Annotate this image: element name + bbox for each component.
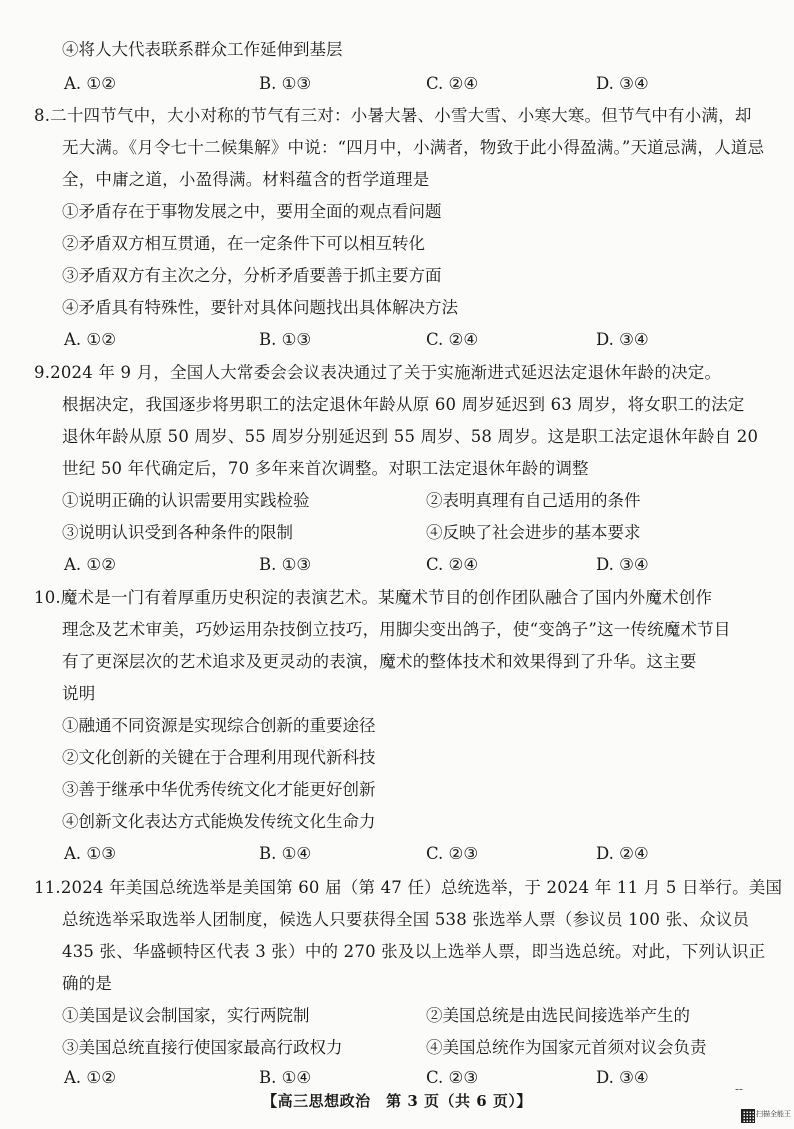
corner-mark: --: [735, 1082, 744, 1096]
q9-stem-line-1: 9.2024 年 9 月，全国人大常委会会议表决通过了关于实施渐进式延迟法定退休年龄的决定。: [34, 363, 722, 382]
q9-options: [62, 555, 702, 577]
q9-option-d: D. ③④: [596, 555, 649, 574]
q10-options: [62, 844, 702, 866]
q11-item-3: ③美国总统直接行使国家最高行政权力: [62, 1038, 343, 1057]
q9-stem-line-3: 退休年龄从原 50 周岁、55 周岁分别延迟到 55 周岁、58 周岁。这是职工法定退休年龄自 20: [62, 427, 759, 446]
q11-option-a: A. ①②: [64, 1068, 116, 1087]
q9-item-3: ③说明认识受到各种条件的限制: [62, 523, 293, 542]
q8-item-4: ④矛盾具有特殊性，要针对具体问题找出具体解决方法: [62, 298, 458, 317]
q8-option-c: C. ②④: [426, 330, 479, 349]
q9-items-row-1: [62, 491, 702, 513]
q7-option-a: A. ①②: [64, 74, 116, 93]
q11-stem-line-3: 435 张、华盛顿特区代表 3 张）中的 270 张及以上选举人票，即当选总统。对此，下列认识正: [62, 942, 766, 961]
q9-item-1: ①说明正确的认识需要用实践检验: [62, 491, 310, 510]
q8-option-b: B. ①③: [259, 330, 312, 349]
q10-item-4: ④创新文化表达方式能焕发传统文化生命力: [62, 812, 376, 831]
q10-stem-line-2: 理念及艺术审美，巧妙运用杂技倒立技巧，用脚尖变出鸽子，使“变鸽子”这一传统魔术节目: [62, 620, 731, 639]
qr-code-icon: [741, 1109, 755, 1123]
q7-option-d: D. ③④: [596, 74, 649, 93]
q9-option-b: B. ①③: [259, 555, 312, 574]
q10-stem-line-4: 说明: [62, 684, 96, 703]
q7-option-c: C. ②④: [426, 74, 479, 93]
q9-item-2: ②表明真理有自己适用的条件: [426, 491, 641, 510]
q11-stem-line-4: 确的是: [62, 974, 113, 993]
q10-stem-line-1: 10.魔术是一门有着厚重历史积淀的表演艺术。某魔术节目的创作团队融合了国内外魔术创作: [34, 588, 713, 607]
q7-item-4: ④将人大代表联系群众工作延伸到基层: [62, 40, 343, 59]
q11-option-c: C. ②③: [426, 1068, 479, 1087]
q8-stem-line-2: 无大满。《月令七十二候集解》中说：“四月中，小满者，物致于此小得盈满。”天道忌满，人道忌: [62, 138, 765, 157]
q11-items-row-1: [62, 1006, 702, 1028]
q10-option-b: B. ①④: [259, 844, 312, 863]
q11-option-b: B. ①④: [259, 1068, 312, 1087]
q8-option-d: D. ③④: [596, 330, 649, 349]
q9-items-row-2: [62, 523, 702, 545]
q8-stem-line-1: 8.二十四节气中，大小对称的节气有三对：小暑大暑、小雪大雪、小寒大寒。但节气中有小满，却: [34, 106, 752, 125]
q11-options: [62, 1068, 702, 1090]
q11-item-1: ①美国是议会制国家，实行两院制: [62, 1006, 310, 1025]
q8-item-2: ②矛盾双方相互贯通，在一定条件下可以相互转化: [62, 234, 425, 253]
q9-item-4: ④反映了社会进步的基本要求: [426, 523, 641, 542]
q8-item-1: ①矛盾存在于事物发展之中，要用全面的观点看问题: [62, 202, 442, 221]
q7-options: [62, 74, 702, 96]
scanner-brand-watermark: 扫描全能王: [756, 1110, 791, 1118]
q8-options: [62, 330, 702, 352]
q11-stem-line-2: 总统选举采取选举人团制度，候选人只要获得全国 538 张选举人票（参议员 100 张、众议员: [62, 910, 750, 929]
q10-item-2: ②文化创新的关键在于合理利用现代新科技: [62, 748, 376, 767]
q9-option-a: A. ①②: [64, 555, 116, 574]
q10-option-a: A. ①③: [64, 844, 116, 863]
q8-option-a: A. ①②: [64, 330, 116, 349]
q10-item-1: ①融通不同资源是实现综合创新的重要途径: [62, 716, 376, 735]
q9-option-c: C. ②④: [426, 555, 479, 574]
q10-stem-line-3: 有了更深层次的艺术追求及更灵动的表演，魔术的整体技术和效果得到了升华。这主要: [62, 652, 697, 671]
q11-item-2: ②美国总统是由选民间接选举产生的: [426, 1006, 690, 1025]
q8-stem-line-3: 全，中庸之道，小盈得满。材料蕴含的哲学道理是: [62, 170, 430, 189]
q11-option-d: D. ③④: [596, 1068, 649, 1087]
q10-item-3: ③善于继承中华优秀传统文化才能更好创新: [62, 780, 376, 799]
q11-items-row-2: [62, 1038, 707, 1060]
q9-stem-line-4: 世纪 50 年代确定后，70 多年来首次调整。对职工法定退休年龄的调整: [62, 459, 589, 478]
q10-option-c: C. ②③: [426, 844, 479, 863]
q11-stem-line-1: 11.2024 年美国总统选举是美国第 60 届（第 47 任）总统选举，于 2024 年 11 月 5 日举行。美国: [34, 878, 783, 897]
q8-item-3: ③矛盾双方有主次之分，分析矛盾要善于抓主要方面: [62, 266, 442, 285]
q7-option-b: B. ①③: [259, 74, 312, 93]
q9-stem-line-2: 根据决定，我国逐步将男职工的法定退休年龄从原 60 周岁延迟到 63 周岁，将女职工的法定: [62, 395, 745, 414]
q10-option-d: D. ②④: [596, 844, 649, 863]
page-footer: 【高三思想政治 第 3 页（共 6 页）】: [262, 1092, 532, 1110]
q11-item-4: ④美国总统作为国家元首须对议会负责: [426, 1038, 707, 1057]
